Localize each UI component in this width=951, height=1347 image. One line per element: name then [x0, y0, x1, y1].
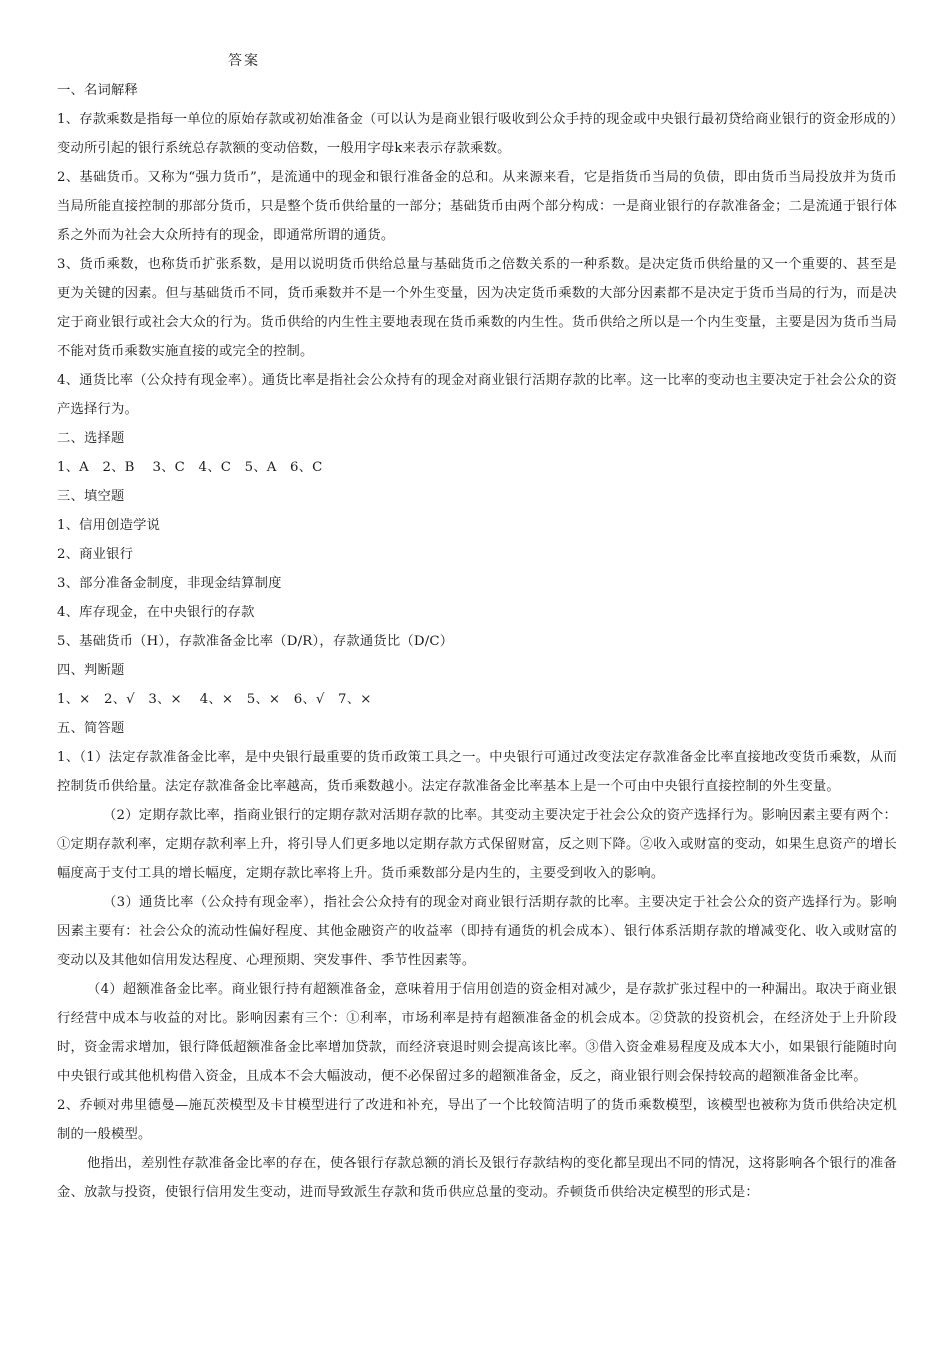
short-answer-1-part-4: （4）超额准备金比率。商业银行持有超额准备金，意味着用于信用创造的资金相对减少，是存款扩张过程中的一种漏出。取决于商业银行经营中成本与收益的对比。影响因素有三个：①利率，市场利率是持有超额准备金的机会成本。②贷款的投资机会，在经济处于上升阶段时，资金需求增加，银行降低超额准备金比率增加贷款，而经济衰退时则会提高该比率。③借入资金难易程度及成本大小，如果银行能随时向中央银行或其他机构借入资金，且成本不会大幅波动，便不必保留过多的超额准备金，反之，商业银行则会保持较高的超额准备金比率。 [57, 982, 897, 1084]
section-heading-definitions: 一、名词解释 [57, 83, 138, 98]
fill-blank-answer-2: 2、商业银行 [57, 547, 134, 562]
short-answer-2-part-2: 他指出，差别性存款准备金比率的存在，使各银行存款总额的消长及银行存款结构的变化都呈现出不同的情况，这将影响各个银行的准备金、放款与投资，使银行信用发生变动，进而导致派生存款和货币供应总量的变动。乔顿货币供给决定模型的形式是： [57, 1156, 897, 1200]
fill-blank-answer-3: 3、部分准备金制度，非现金结算制度 [57, 576, 282, 591]
fill-blank-answer-5: 5、基础货币（H），存款准备金比率（D/R），存款通货比（D/C） [57, 634, 454, 649]
short-answer-2-part-1: 2、乔顿对弗里德曼—施瓦茨模型及卡甘模型进行了改进和补充，导出了一个比较简洁明了的货币乘数模型，该模型也被称为货币供给决定机制的一般模型。 [57, 1098, 897, 1142]
short-answer-1-part-3: （3）通货比率（公众持有现金率），指社会公众持有的现金对商业银行活期存款的比率。主要决定于社会公众的资产选择行为。影响因素主要有：社会公众的流动性偏好程度、其他金融资产的收益率（即持有通货的机会成本）、银行体系活期存款的增减变化、收入或财富的变动以及其他如信用发达程度、心理预期、突发事件、季节性因素等。 [57, 895, 897, 968]
paragraph-money-multiplier: 3、货币乘数，也称货币扩张系数，是用以说明货币供给总量与基础货币之倍数关系的一种系数。是决定货币供给量的又一个重要的、甚至是更为关键的因素。但与基础货币不同，货币乘数并不是一个外生变量，因为决定货币乘数的大部分因素都不是决定于货币当局的行为，而是决定于商业银行或社会大众的行为。货币供给的内生性主要地表现在货币乘数的内生性。货币供给之所以是一个内生变量，主要是因为货币当局不能对货币乘数实施直接的或完全的控制。 [57, 257, 897, 359]
short-answer-1-part-2: （2）定期存款比率，指商业银行的定期存款对活期存款的比率。其变动主要决定于社会公众的资产选择行为。影响因素主要有两个：①定期存款利率，定期存款利率上升，将引导人们更多地以定期存款方式保留财富，反之则下降。②收入或财富的变动，如果生息资产的增长幅度高于支付工具的增长幅度，定期存款比率将上升。货币乘数部分是内生的，主要受到收入的影响。 [57, 808, 897, 881]
true-false-answers: 1、× 2、√ 3、× 4、× 5、× 6、√ 7、× [57, 692, 372, 707]
short-answer-1-part-1: 1、（1）法定存款准备金比率，是中央银行最重要的货币政策工具之一。中央银行可通过改变法定存款准备金比率直接地改变货币乘数，从而控制货币供给量。法定存款准备金比率越高，货币乘数越小。法定存款准备金比率基本上是一个可由中央银行直接控制的外生变量。 [57, 750, 897, 794]
section-heading-short-answer: 五、简答题 [57, 721, 125, 736]
multiple-choice-answers: 1、A 2、B 3、C 4、C 5、A 6、C [57, 460, 323, 475]
fill-blank-answer-1: 1、信用创造学说 [57, 518, 161, 533]
section-heading-multiple-choice: 二、选择题 [57, 431, 125, 446]
fill-blank-answer-4: 4、库存现金，在中央银行的存款 [57, 605, 255, 620]
document-body [57, 76, 897, 1207]
paragraph-base-money: 2、基础货币。又称为“强力货币”，是流通中的现金和银行准备金的总和。从来源来看，它是指货币当局的负债，即由货币当局投放并为货币当局所能直接控制的那部分货币，只是整个货币供给量的一部分；基础货币由两个部分构成：一是商业银行的存款准备金；二是流通于银行体系之外而为社会大众所持有的现金，即通常所谓的通货。 [57, 170, 897, 243]
page-title: 答案 [228, 53, 260, 69]
section-heading-fill-blank: 三、填空题 [57, 489, 125, 504]
paragraph-deposit-multiplier: 1、存款乘数是指每一单位的原始存款或初始准备金（可以认为是商业银行吸收到公众手持的现金或中央银行最初贷给商业银行的资金形成的）变动所引起的银行系统总存款额的变动倍数，一般用字母k来表示存款乘数。 [57, 112, 897, 156]
paragraph-currency-ratio: 4、通货比率（公众持有现金率）。通货比率是指社会公众持有的现金对商业银行活期存款的比率。这一比率的变动也主要决定于社会公众的资产选择行为。 [57, 373, 897, 417]
section-heading-true-false: 四、判断题 [57, 663, 125, 678]
